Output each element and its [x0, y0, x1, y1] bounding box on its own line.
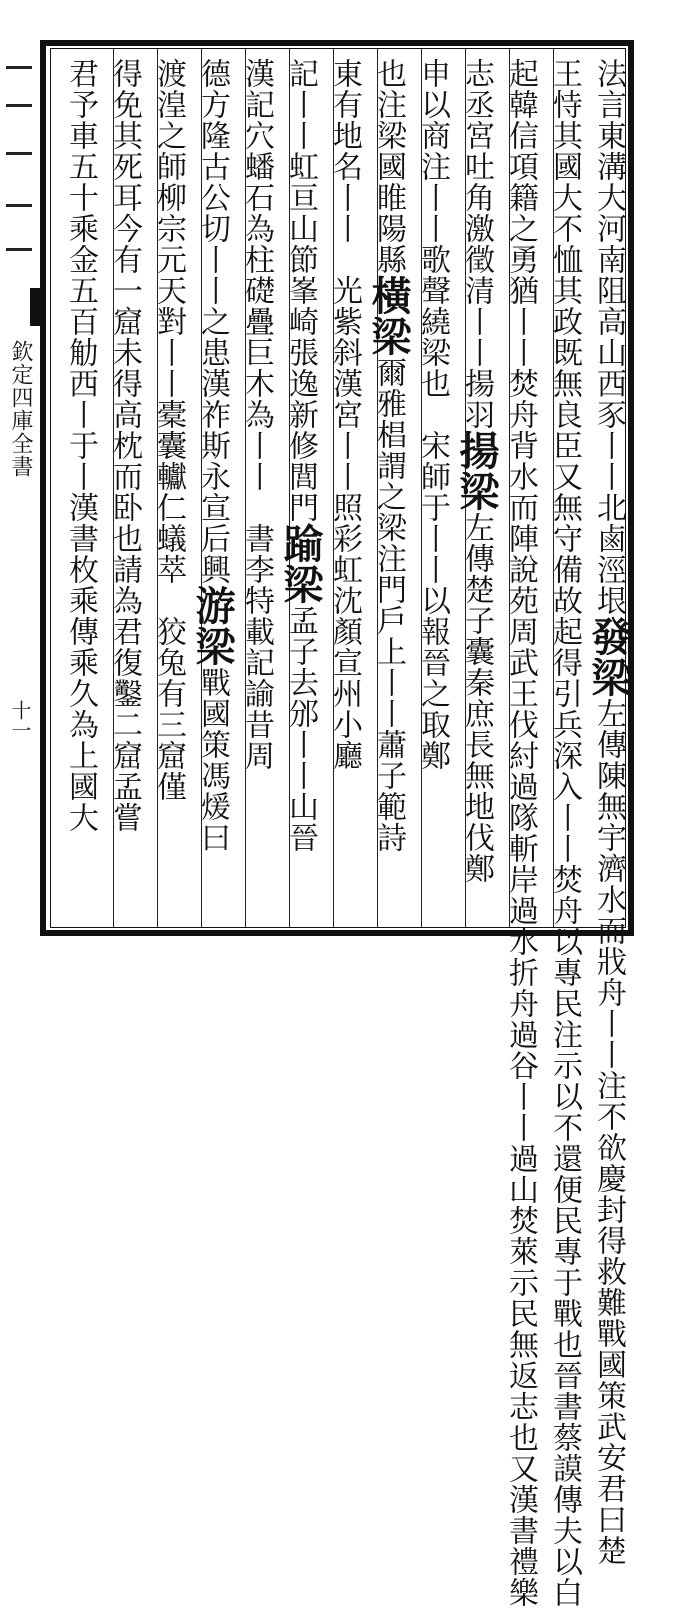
column-text-segment: 法言東溝大河南阻高山西豕丨丨北鹵涇垠 [591, 58, 626, 616]
column-text-segment: 左傳楚子囊秦庶長無地伐鄭 [459, 512, 494, 884]
text-column [324, 58, 364, 918]
edge-mark [6, 152, 32, 155]
column-text-segment: 書李特載記諭昔周 [239, 523, 274, 771]
column-text-segment: 狡兔有三窟僅 [151, 616, 186, 802]
column-text-segment: 渡湟之師柳宗元天對丨丨橐囊䡾仁蟻萃 [151, 58, 186, 585]
column-text-segment: 德方隆古公切丨丨之患漢祚斯永宣后興 [195, 58, 230, 585]
column-text-segment: 漢記穴蟠石為柱礎疊巨木為丨丨 [239, 58, 274, 492]
column-text-segment [327, 244, 362, 275]
edge-mark [6, 204, 32, 207]
column-text-segment: 也注梁國睢陽縣 [371, 58, 406, 275]
column-text-segment: 東有地名丨丨 [327, 58, 362, 244]
entry-headword: 踰梁 [277, 523, 324, 605]
text-column [148, 58, 188, 918]
entry-headword: 發梁 [585, 616, 632, 698]
column-text-segment: 孟子去邠丨丨山晉 [283, 605, 318, 853]
text-column [189, 58, 236, 918]
column-text-segment: 得免其死耳今有一窟未得高枕而卧也請為君復鑿二窟孟嘗 [107, 58, 142, 833]
column-text-segment: 申以商注丨丨歌聲繞梁也 [415, 58, 450, 399]
column-text-segment: 志丞宮吐角激徵清丨丨揚羽 [459, 58, 494, 430]
text-column [277, 58, 324, 918]
column-text-segment: 君予車五十乘金五百觔西丨于丨漢書枚乘傳乘久為上國大 [63, 58, 98, 833]
margin-book-title: 欽定四庫全書 [8, 340, 33, 478]
entry-headword: 揚梁 [453, 430, 500, 512]
column-text-segment: 宋師于丨丨以報晉之取鄭 [415, 430, 450, 771]
column-text-segment: 記丨丨虹亘山節峯崎張逸新修閭門 [283, 58, 318, 523]
column-text-segment [415, 399, 450, 430]
text-column [236, 58, 276, 918]
column-text-segment: 起韓信項籍之勇猶丨丨焚舟背水而陣說苑周武王伐紂過隊斬岸過水折舟過谷丨丨過山焚萊示民無返志也又漢書禮樂 [503, 58, 538, 1608]
column-text-segment: 光紫斜漢宮丨丨照彩虹沈顏宣州小廳 [327, 275, 362, 771]
text-column [585, 58, 632, 1566]
entry-headword: 游梁 [189, 585, 236, 667]
leaf-number: 十一 [8, 700, 32, 740]
text-column [412, 58, 452, 918]
column-text-segment: 王恃其國大不恤其政既無良臣又無守備故起得引兵深入丨丨焚舟以專民注示以不還便民專于戰也晉書蔡謨傳夫以白 [547, 58, 582, 1608]
column-text-segment [151, 585, 186, 616]
edge-mark [6, 104, 32, 107]
text-column [544, 58, 584, 1608]
column-text-segment [239, 492, 274, 523]
text-column [60, 58, 100, 918]
entry-headword: 橫梁 [365, 275, 412, 357]
edge-mark [6, 248, 32, 251]
column-text-segment: 左傳陳無宇濟水而戕舟丨丨注不欲慶封得救難戰國策武安君曰楚 [591, 698, 626, 1566]
text-column [365, 58, 412, 918]
fishtail-mark [30, 288, 46, 326]
text-column [500, 58, 540, 1608]
column-text-segment: 爾雅椙謂之梁注門戶上丨丨蕭子範詩 [371, 357, 406, 853]
column-text-segment: 戰國策馮煖曰 [195, 667, 230, 853]
text-column [104, 58, 144, 918]
edge-mark [6, 66, 32, 69]
text-column [453, 58, 500, 918]
